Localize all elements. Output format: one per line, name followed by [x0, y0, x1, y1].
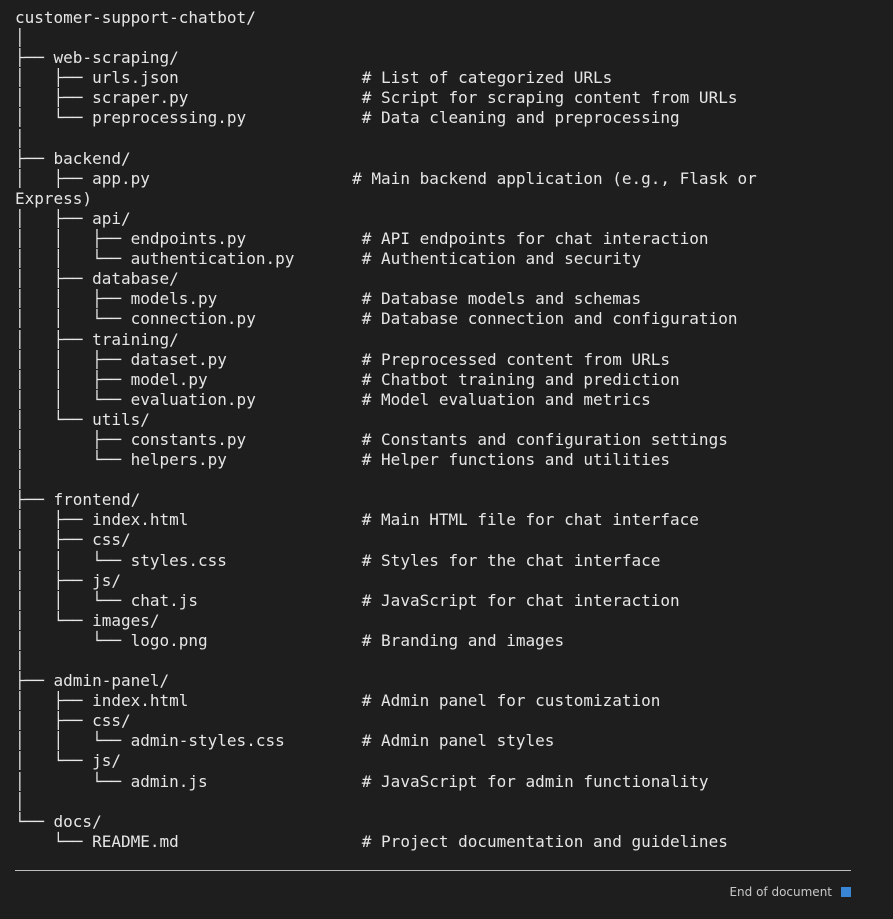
tree-line: │ ├── app.py # Main backend application (e.g., Flask or [15, 168, 757, 188]
divider [15, 870, 851, 871]
tree-line: │ │ ├── model.py # Chatbot training and prediction [15, 369, 680, 389]
tree-line: │ └── utils/ [15, 409, 150, 429]
tree-line: │ └── preprocessing.py # Data cleaning and preprocessing [15, 108, 680, 128]
tree-line: │ └── admin.js # JavaScript for admin functionality [15, 771, 709, 791]
tree-line: │ │ ├── endpoints.py # API endpoints for chat interaction [15, 229, 709, 249]
tree-line: │ ├── database/ [15, 269, 179, 289]
tree-line: ├── admin-panel/ [15, 671, 170, 691]
tree-line: ├── frontend/ [15, 490, 141, 510]
end-of-document-label: End of document [729, 885, 832, 899]
tree-line: ├── backend/ [15, 148, 131, 168]
document-footer [729, 885, 851, 899]
tree-line: │ └── logo.png # Branding and images [15, 630, 565, 650]
tree-line: │ │ └── authentication.py # Authentication and security [15, 249, 642, 269]
tree-line: │ │ └── styles.css # Styles for the chat interface [15, 550, 661, 570]
tree-line: │ [15, 128, 25, 148]
tree-line: ├── web-scraping/ [15, 48, 179, 68]
tree-line: Express) [15, 188, 93, 208]
tree-line: │ [15, 470, 25, 490]
tree-line: customer-support-chatbot/ [15, 8, 256, 27]
tree-line: └── README.md # Project documentation and guidelines [15, 831, 728, 851]
tree-line: │ │ └── chat.js # JavaScript for chat interaction [15, 590, 680, 610]
project-tree [15, 8, 757, 852]
tree-line: │ │ └── connection.py # Database connection and configuration [15, 309, 738, 329]
tree-line: │ ├── index.html # Admin panel for customization [15, 691, 661, 711]
tree-line: │ ├── training/ [15, 329, 179, 349]
tree-line: │ ├── constants.py # Constants and configuration settings [15, 429, 728, 449]
tree-line: │ [15, 28, 25, 48]
tree-line: │ ├── css/ [15, 530, 131, 550]
tree-line: │ ├── js/ [15, 570, 121, 590]
tree-line: │ ├── scraper.py # Script for scraping content from URLs [15, 88, 738, 108]
tree-line: │ │ ├── dataset.py # Preprocessed content from URLs [15, 349, 671, 369]
tree-line: │ ├── index.html # Main HTML file for chat interface [15, 510, 699, 530]
tree-line: └── docs/ [15, 811, 102, 831]
tree-line: │ └── helpers.py # Helper functions and utilities [15, 450, 671, 470]
tree-line: │ │ ├── models.py # Database models and schemas [15, 289, 642, 309]
tree-line: │ │ └── evaluation.py # Model evaluation and metrics [15, 389, 651, 409]
tree-line: │ │ └── admin-styles.css # Admin panel styles [15, 731, 555, 751]
end-marker-icon [841, 887, 851, 897]
tree-line: │ [15, 651, 25, 670]
tree-line: │ ├── css/ [15, 711, 131, 731]
tree-line: │ [15, 791, 25, 811]
tree-line: │ ├── api/ [15, 208, 131, 228]
tree-line: │ └── js/ [15, 751, 121, 771]
tree-line: │ ├── urls.json # List of categorized URLs [15, 68, 613, 88]
tree-line: │ └── images/ [15, 610, 160, 630]
